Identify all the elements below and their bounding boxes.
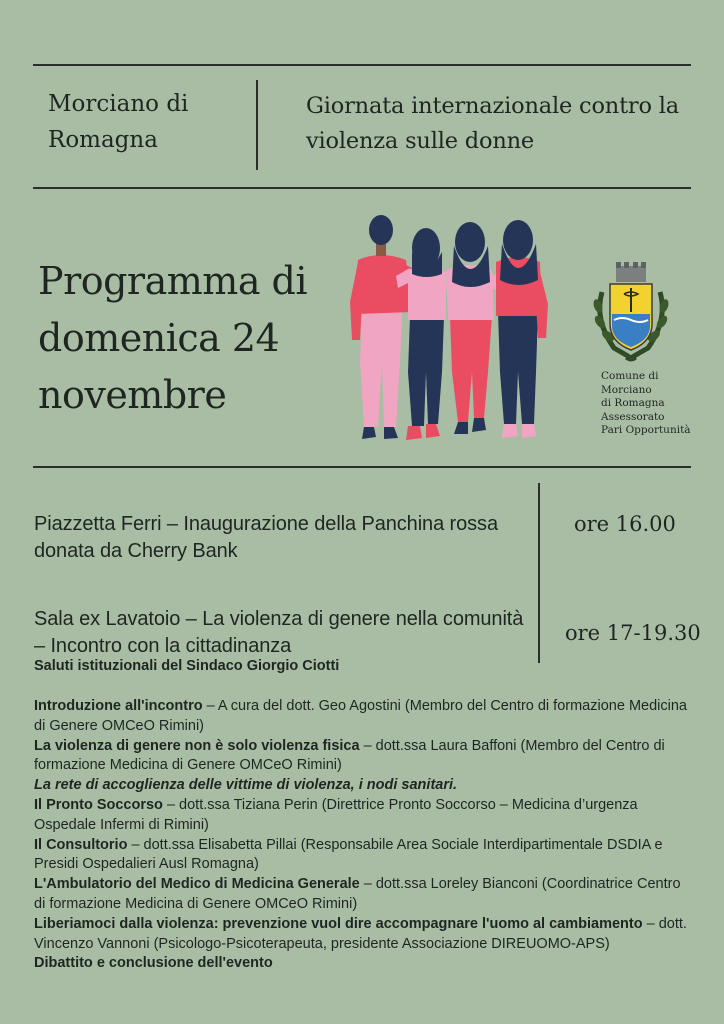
greeting-line: Saluti istituzionali del Sindaco Giorgio Ciotti	[34, 658, 340, 674]
talk-item	[34, 737, 694, 777]
talk-title: Liberiamoci dalla violenza: prevenzione vuol dire accompagnare l'uomo al cambiamento	[34, 915, 643, 932]
talk-detail: – dott. Vincenzo Vannoni (Psicologo-Psicoterapeuta, presidente Associazione DIREUOMO-APS)	[34, 915, 687, 952]
town-name: Morciano di Romagna	[48, 91, 189, 153]
crest-caption-line: Assessorato	[601, 410, 665, 423]
talk-title: Il Pronto Soccorso	[34, 796, 163, 813]
talks-list	[34, 697, 694, 974]
talk-item	[34, 697, 694, 737]
crest-caption-line: Comune di	[601, 370, 659, 382]
talk-detail: – A cura del dott. Geo Agostini (Membro del Centro di formazione Medicina di Genere OMCeO Rimini)	[34, 698, 687, 734]
day-title: Giornata internazionale contro la violenza sulle donne	[306, 93, 679, 154]
crest-caption-line: di Romagna	[601, 397, 665, 409]
header-divider	[256, 80, 258, 170]
women-embracing-illustration	[346, 212, 558, 447]
crest-caption-line: Morciano	[601, 383, 652, 396]
talk-item	[34, 796, 694, 836]
closing-line: Dibattito e conclusione dell'evento	[34, 955, 273, 972]
event-venue-1: Piazzetta Ferri – Inaugurazione della Panchina rossa donata da Cherry Bank	[34, 513, 498, 562]
crest-caption	[601, 370, 711, 438]
talk-detail: – dott.ssa Laura Baffoni (Membro del Centro di formazione Medicina di Genere OMCeO Rimini)	[34, 737, 665, 774]
event-time-1: ore 16.00	[574, 512, 676, 536]
talk-item	[34, 776, 694, 796]
time-column-divider	[538, 483, 540, 663]
talk-detail: – dott.ssa Elisabetta Pillai (Responsabile Area Sociale Interdipartimentale DSDIA e Presidi Ospedalieri Ausl Romagna)	[34, 836, 663, 873]
event-time-2: ore 17-19.30	[565, 621, 701, 645]
municipal-crest	[588, 262, 674, 364]
talk-title: L'Ambulatorio del Medico di Medicina Generale	[34, 876, 360, 893]
woman-4-figure	[496, 220, 548, 438]
talk-title: La violenza di genere non è solo violenza fisica	[34, 737, 360, 754]
talk-detail: – dott.ssa Loreley Bianconi (Coordinatrice Centro di formazione Medicina di Genere OMCeO Rimini)	[34, 876, 681, 912]
talk-item	[34, 875, 694, 915]
talk-detail: – dott.ssa Tiziana Perin (Direttrice Pronto Soccorso – Medicina d’urgenza Ospedale Infermi di Rimini)	[34, 796, 638, 833]
header-bottom-rule	[33, 187, 691, 189]
header-top-rule	[33, 64, 691, 66]
talk-item	[34, 836, 694, 876]
talk-title: La rete di accoglienza delle vittime di violenza, i nodi sanitari.	[34, 777, 458, 794]
talk-title: Introduzione all'incontro	[34, 698, 203, 714]
program-title: Programma di domenica 24 novembre	[38, 259, 308, 417]
event-venue-2: Sala ex Lavatoio – La violenza di genere nella comunità – Incontro con la cittadinanza	[34, 608, 524, 657]
talk-item	[34, 915, 694, 955]
crest-caption-line: Pari Opportunità	[601, 424, 691, 436]
talk-title: Il Consultorio	[34, 836, 128, 853]
section-rule	[33, 466, 691, 468]
